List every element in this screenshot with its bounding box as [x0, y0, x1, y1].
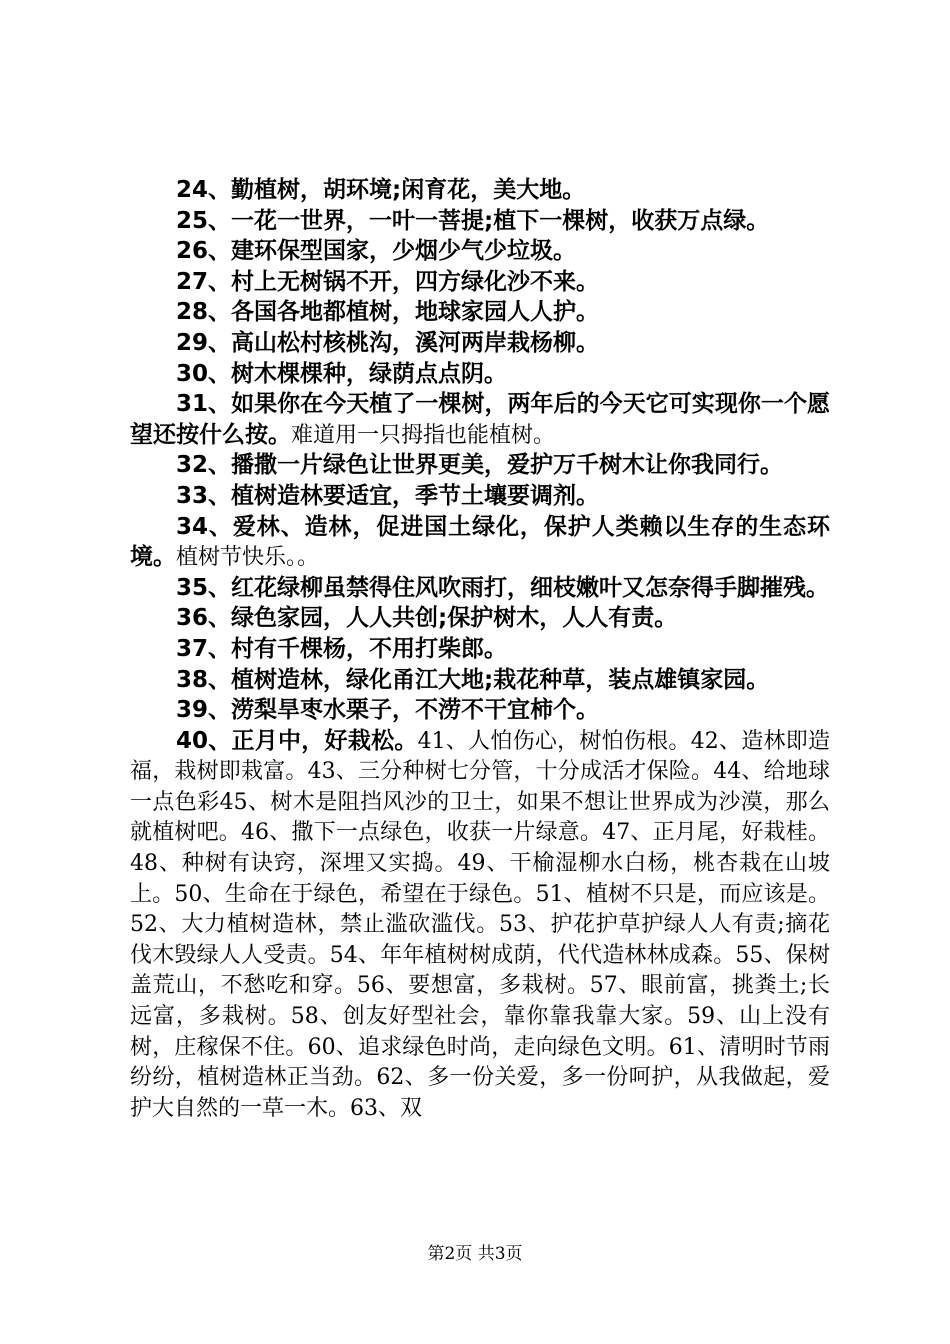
paragraph-38	[130, 665, 830, 696]
paragraph-text: 34、爱林、造林，促进国土绿化，保护人类赖以生存的生态环境。	[130, 513, 830, 571]
paragraph-text: 35、红花绿柳虽禁得住风吹雨打，细枝嫩叶又怎奈得手脚摧残。	[176, 574, 830, 601]
paragraph-text: 32、播撒一片绿色让世界更美，爱护万千树木让你我同行。	[176, 452, 784, 479]
paragraph-text: 38、植树造林，绿化甬江大地;栽花种草，装点雄镇家园。	[176, 666, 770, 693]
paragraph-37	[130, 634, 830, 665]
paragraph-29	[130, 328, 830, 359]
paragraph-text: 29、高山松村核桃沟，溪河两岸栽杨柳。	[176, 329, 600, 356]
paragraph-aside-text: 41、人怕伤心，树怕伤根。42、造林即造福，栽树即栽富。43、三分种树七分管，十分成活才保险。44、给地球一点色彩45、树木是阻挡风沙的卫士，如果不想让世界成为沙漠，那么就植树吧。46、撒下一点绿色，收获一片绿意。47、正月尾，好栽桂。48、种树有诀窍，深埋又实捣。49、干榆湿柳水白杨，桃杏栽在山坡上。50、生命在于绿色，希望在于绿色。51、植树不只是，而应该是。52、大力植树造林，禁止滥砍滥伐。53、护花护草护绿人人有责;摘花伐木毁绿人人受责。54、年年植树树成荫，代代造林林成森。55、保树盖荒山，不愁吃和穿。56、要想富，多栽树。57、眼前富，挑粪土;长远富，多栽树。58、创友好型社会，靠你靠我靠大家。59、山上没有树，庄稼保不住。60、追求绿色时尚，走向绿色文明。61、清明时节雨纷纷，植树造林正当劲。62、多一份关爱，多一份呵护，从我做起，爱护大自然的一草一木。63、双	[130, 728, 830, 1121]
paragraph-text: 28、各国各地都植树，地球家园人人护。	[176, 299, 600, 326]
page-footer: 第2页 共3页	[427, 1244, 523, 1264]
paragraph-30	[130, 359, 830, 390]
paragraph-32	[130, 450, 830, 481]
paragraph-text: 30、树木棵棵种，绿荫点点阴。	[176, 360, 508, 387]
paragraph-36	[130, 603, 830, 634]
paragraph-text: 24、勤植树，胡环境;闲育花，美大地。	[176, 177, 586, 203]
paragraph-aside-text: 植树节快乐。。	[176, 545, 320, 571]
paragraph-40	[130, 726, 830, 1124]
paragraph-text: 39、涝梨旱枣水栗子，不涝不干宜柿个。	[176, 697, 600, 724]
paragraph-33	[130, 481, 830, 512]
paragraph-27	[130, 267, 830, 298]
paragraph-text: 36、绿色家园，人人共创;保护树木，人人有责。	[176, 605, 678, 632]
paragraph-34	[130, 512, 830, 573]
paragraph-text: 25、一花一世界，一叶一菩提;植下一棵树，收获万点绿。	[176, 207, 770, 234]
paragraph-text: 40、正月中，好栽松。	[176, 727, 418, 754]
paragraph-25	[130, 206, 830, 237]
paragraph-text: 37、村有千棵杨，不用打柴郎。	[176, 635, 508, 662]
paragraph-39	[130, 695, 830, 726]
paragraph-text: 26、建环保型国家，少烟少气少垃圾。	[176, 238, 577, 265]
document-body	[130, 175, 830, 1123]
paragraph-31	[130, 389, 830, 450]
paragraph-text: 27、村上无树锅不开，四方绿化沙不来。	[176, 268, 600, 295]
paragraph-26	[130, 236, 830, 267]
paragraph-text: 31、如果你在今天植了一棵树，两年后的今天它可实现你一个愿望还按什么按。	[130, 391, 830, 448]
paragraph-text: 33、植树造林要适宜，季节土壤要调剂。	[176, 482, 600, 509]
paragraph-35	[130, 573, 830, 604]
paragraph-28	[130, 297, 830, 328]
paragraph-24	[130, 175, 830, 206]
paragraph-aside-text: 难道用一只拇指也能植树。	[291, 422, 556, 448]
